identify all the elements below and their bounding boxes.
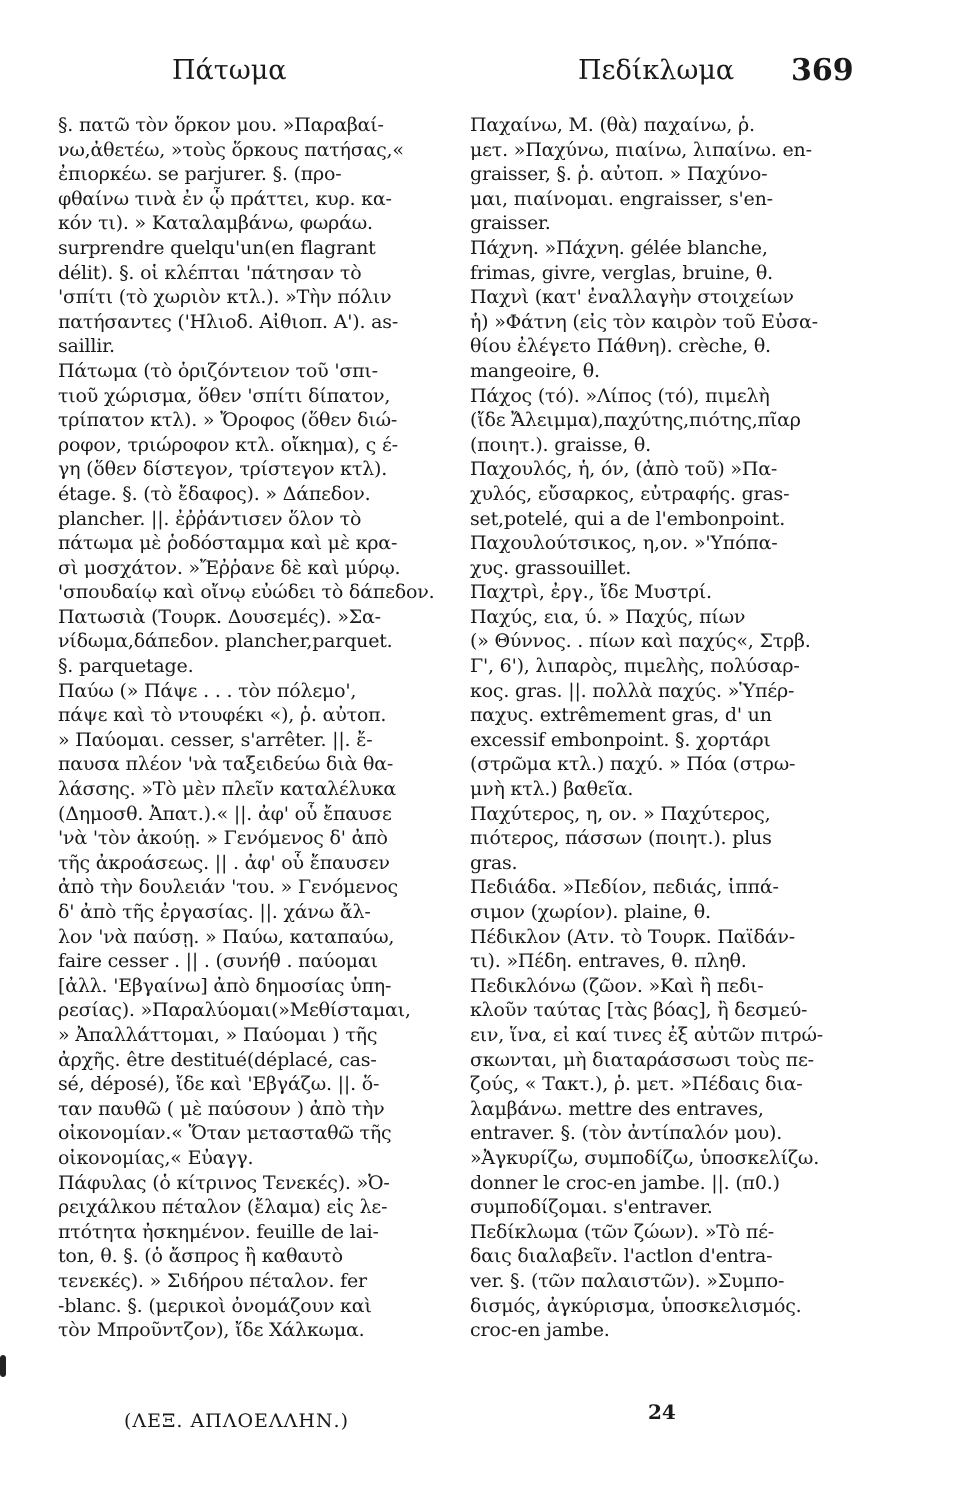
text-line: §. πατῶ τὸν ὅρκον μου. »Παραβαί- (58, 114, 384, 136)
page-number: 369 (791, 53, 854, 88)
text-line: τιοῦ χώρισμα, ὅθεν 'σπίτι δίπατον, (58, 384, 391, 407)
text-line: μνὴ κτλ.) βαθεῖα. (470, 778, 634, 801)
text-line: ζούς, « Τακτ.), ῥ. μετ. »Πέδαις δια- (470, 1073, 803, 1096)
page-header (0, 55, 970, 105)
text-line: Πάχνη. »Πάχνη. gélée blanche, (470, 236, 768, 259)
text-line: étage. §. (τὸ ἔδαφος). » Δάπεδον. (58, 482, 371, 505)
text-line: excessif embonpoint. §. χορτάρι (470, 728, 771, 751)
text-line: κος. gras. ||. πολλὰ παχύς. »Ὑπέρ- (470, 679, 795, 702)
text-line: φθαίνω τινὰ ἐν ᾧ πράττει, κυρ. κα- (58, 187, 392, 210)
text-line: sé, déposé), ἴδε καὶ 'Εβγάζω. ||. ὅ- (58, 1073, 380, 1096)
text-line: Πατωσιὰ (Τουρκ. Δουσεμές). »Σα- (58, 605, 381, 628)
text-line: Παύω (» Πάψε . . . τὸν πόλεμο', (58, 679, 357, 702)
text-line: πάτωμα μὲ ῥοδόσταμμα καὶ μὲ κρα- (58, 532, 398, 555)
text-line: νω,ἀθετέω, »τοὺς ὅρκους πατήσας,« (58, 138, 404, 161)
text-line: σκωνται, μὴ διαταράσσωσι τοὺς πε- (470, 1048, 814, 1071)
text-line: ton, θ. §. (ὁ ἄσπρος ἢ καθαυτὸ (58, 1245, 343, 1268)
text-line: Πεδικλόνω (ζῶον. »Καὶ ἢ πεδι- (470, 974, 764, 997)
text-line: θίου ἐλέγετο Πάθνη). crèche, θ. (470, 335, 771, 358)
text-line: πιότερος, πάσσων (ποιητ.). plus (470, 827, 772, 850)
text-line: délit). §. οἱ κλέπται 'πάτησαν τὸ (58, 261, 362, 284)
text-line: χυς. grassouillet. (470, 556, 632, 579)
text-line: (ποιητ.). graisse, θ. (470, 433, 651, 456)
text-line: τι). »Πέδη. entraves, θ. πληθ. (470, 950, 747, 973)
text-line: surprendre quelqu'un(en flagrant (58, 236, 376, 259)
text-line: graisser. (470, 212, 551, 235)
text-line: παυσα πλέον 'νὰ ταξειδεύω διὰ θα- (58, 753, 394, 776)
text-line: οἰκονομίαν.« Ὅταν μετασταθῶ τῆς (58, 1122, 392, 1145)
text-line: Γ', 6'), λιπαρὸς, πιμελὴς, πολύσαρ- (470, 655, 800, 678)
text-line: » Παύομαι. cesser, s'arrêter. ||. ἔ- (58, 728, 373, 751)
text-line: croc-en jambe. (470, 1319, 610, 1342)
text-line: συμποδίζομαι. s'entraver. (470, 1196, 713, 1219)
header-left-guide-word: Πάτωμα (172, 55, 287, 86)
text-line: » Ἀπαλλάττομαι, » Παύομαι ) τῆς (58, 1023, 378, 1046)
text-line: πτότητα ἠσκημένον. feuille de lai- (58, 1220, 379, 1243)
text-line: Παχύς, εια, ύ. » Παχύς, πίων (470, 605, 746, 628)
text-line: ἡ) »Φάτνη (εἰς τὸν καιρὸν τοῦ Εὐσα- (470, 310, 818, 333)
text-line: graisser, §. ῥ. αὐτοπ. » Παχύνο- (470, 163, 768, 186)
text-line: mangeoire, θ. (470, 359, 600, 382)
text-line: ver. §. (τῶν παλαιστῶν). »Συμπο- (470, 1269, 785, 1292)
text-line: μετ. »Παχύνω, πιαίνω, λιπαίνω. en- (470, 138, 812, 161)
text-line: ροφον, τριώροφον κτλ. οἴκημα), ς έ- (58, 433, 398, 456)
text-line: κόν τι). » Καταλαμβάνω, φωράω. (58, 212, 373, 235)
text-line: Παχαίνω, Μ. (θὰ) παχαίνω, ῥ. (470, 114, 755, 136)
text-line: Πεδίκλωμα (τῶν ζώων). »Τὸ πέ- (470, 1220, 774, 1243)
text-line: πατήσαντες ('Ηλιοδ. Αἰθιοπ. Α'). as- (58, 310, 399, 333)
text-line: Παχτρὶ, ἐργ., ἴδε Μυστρί. (470, 581, 712, 604)
text-line: ἀρχῆς. être destitué(déplacé, cas- (58, 1048, 377, 1071)
text-line: πάψε καὶ τὸ ντουφέκι «), ῥ. αὐτοπ. (58, 704, 387, 727)
text-line: λον 'νὰ παύσῃ. » Παύω, καταπαύω, (58, 925, 395, 948)
text-line: 'νὰ 'τὸν ἀκούῃ. » Γενόμενος δ' ἀπὸ (58, 827, 388, 850)
text-line: -blanc. §. (μερικοὶ ὀνομάζουν καὶ (58, 1294, 372, 1317)
text-line: λαμβάνω. mettre des entraves, (470, 1097, 764, 1120)
text-line: γη (ὅθεν δίστεγον, τρίστεγον κτλ). (58, 458, 388, 481)
text-line: set,potelé, qui a de l'embonpoint. (470, 507, 786, 530)
text-line: saillir. (58, 335, 115, 358)
text-line: entraver. §. (τὸν ἀντίπαλόν μου). (470, 1122, 783, 1145)
text-line: ειν, ἵνα, εἰ καί τινες ἐξ αὐτῶν πιτρώ- (470, 1023, 824, 1046)
text-line: frimas, givre, verglas, bruine, θ. (470, 261, 773, 284)
left-column (58, 113, 440, 1343)
binding-mark (0, 1355, 6, 1377)
header-right-guide-word: Πεδίκλωμα (578, 55, 735, 86)
text-line: (Δημοσθ. Ἀπατ.).« ||. ἀφ' οὗ ἔπαυσε (58, 802, 392, 825)
text-line: [ἀλλ. 'Εβγαίνω] ἀπὸ δημοσίας ὑπη- (58, 974, 392, 997)
text-line: Πάτωμα (τὸ ὁριζόντειον τοῦ 'σπι- (58, 359, 378, 382)
text-line: ἀπὸ τὴν δουλειάν 'του. » Γενόμενος (58, 876, 398, 899)
text-line: ρειχάλκου πέταλον (ἔλαμα) εἰς λε- (58, 1196, 388, 1219)
text-line: οἰκονομίας,« Εὐαγγ. (58, 1146, 254, 1169)
right-column (470, 113, 854, 1343)
text-line: τρίπατον κτλ). » Ὄροφος (ὅθεν διώ- (58, 409, 398, 432)
text-line: σὶ μοσχάτον. »Ἔῤῥανε δὲ καὶ μύρῳ. (58, 556, 401, 579)
text-line: ἐπιορκέω. se parjurer. §. (προ- (58, 163, 342, 186)
text-line: 'σπίτι (τὸ χωριὸν κτλ.). »Τὴν πόλιν (58, 286, 392, 309)
text-line: (ἴδε Ἄλειμμα),παχύτης,πιότης,πῖαρ (470, 409, 801, 432)
text-line: τὸν Μπροῦντζον), ἴδε Χάλκωμα. (58, 1319, 365, 1342)
text-line: Παχουλούτσικος, η,ον. »'Υπόπα- (470, 532, 778, 555)
text-line: »Ἀγκυρίζω, συμποδίζω, ὑποσκελίζω. (470, 1146, 820, 1169)
text-line: Πάχος (τό). »Λίπος (τό), πιμελὴ (470, 384, 770, 407)
text-line: σιμον (χωρίον). plaine, θ. (470, 901, 711, 923)
text-line: ρεσίας). »Παραλύομαι(»Μεθίσταμαι, (58, 999, 411, 1022)
text-line: Πεδιάδα. »Πεδίον, πεδιάς, ἱππά- (470, 876, 779, 899)
text-line: δ' ἀπὸ τῆς ἐργασίας. ||. χάνω ἄλ- (58, 901, 371, 923)
text-line: Πάφυλας (ὁ κίτρινος Τενεκές). »Ὀ- (58, 1171, 390, 1194)
text-line: ταν παυθῶ ( μὲ παύσουν ) ἀπὸ τὴν (58, 1097, 385, 1120)
text-line: νίδωμα,δάπεδον. plancher,parquet. (58, 630, 393, 653)
text-line: τενεκές). » Σιδήρου πέταλον. fer (58, 1269, 367, 1292)
text-line: Παχνὶ (κατ' ἐναλλαγὴν στοιχείων (470, 286, 794, 309)
text-line: gras. (470, 851, 518, 874)
text-line: plancher. ||. ἐῤῥάντισεν ὅλον τὸ (58, 507, 362, 530)
text-line: χυλός, εὔσαρκος, εὐτραφής. gras- (470, 482, 790, 505)
text-line: Πέδικλον (Ατν. τὸ Τουρκ. Παϊδάν- (470, 925, 795, 948)
text-line: δισμός, ἀγκύρισμα, ὑποσκελισμός. (470, 1294, 802, 1317)
text-line: δαις διαλαβεῖν. l'actlon d'entra- (470, 1245, 773, 1268)
text-line: (στρῶμα κτλ.) παχύ. » Πόα (στρω- (470, 753, 796, 776)
text-line: παχυς. extrêmement gras, d' un (470, 704, 772, 727)
text-line: faire cesser . || . (συνήθ . παύομαι (58, 950, 378, 973)
text-line: τῆς ἀκροάσεως. || . ἀφ' οὗ ἔπαυσεν (58, 851, 390, 874)
text-line: 'σπουδαίῳ καὶ οἴνῳ εὐώδει τὸ δάπεδον. (58, 581, 435, 604)
text-line: donner le croc-en jambe. ||. (π0.) (470, 1171, 780, 1194)
text-line: Παχύτερος, η, ον. » Παχύτερος, (470, 802, 771, 825)
text-line: (» Θύννος. . πίων καὶ παχύς«, Στρβ. (470, 630, 811, 653)
footer-signature-mark: 24 (648, 1400, 676, 1424)
text-line: Παχουλός, ἡ, όν, (ἀπὸ τοῦ) »Πα- (470, 458, 778, 481)
footer-running-title: (ΛΕΞ. ΑΠΛΟΕΛΛΗΝ.) (124, 1410, 349, 1432)
text-line: κλοῦν ταύτας [τὰς βόας], ἢ δεσμεύ- (470, 999, 808, 1022)
text-line: μαι, πιαίνομαι. engraisser, s'en- (470, 187, 773, 210)
text-line: λάσσης. »Τὸ μὲν πλεῖν καταλέλυκα (58, 778, 397, 801)
text-line: §. parquetage. (58, 655, 194, 678)
